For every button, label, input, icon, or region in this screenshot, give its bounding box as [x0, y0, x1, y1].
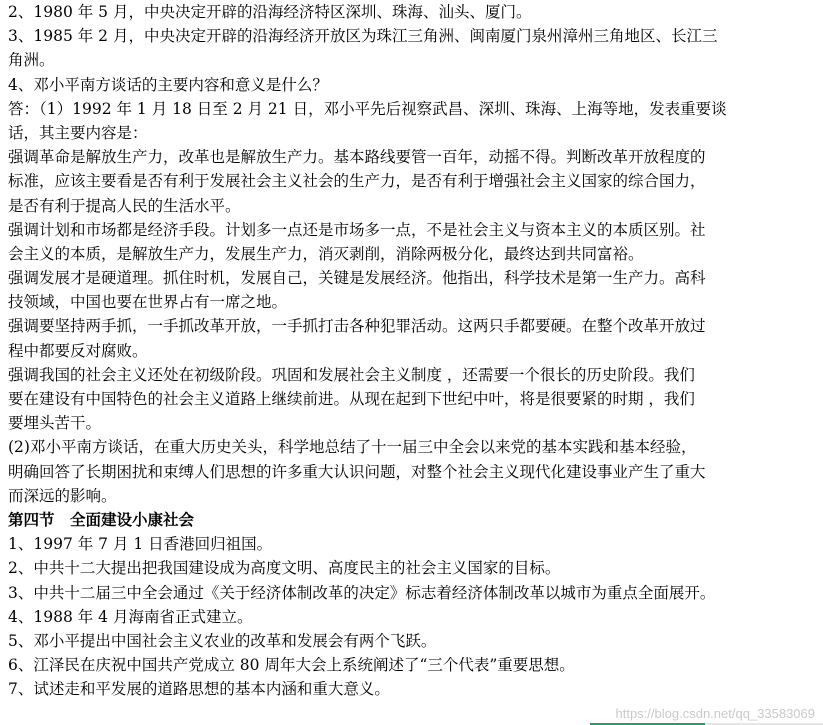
text-line: 技领域，中国也要在世界占有一席之地。: [8, 293, 288, 312]
text-line: 话，其主要内容是：: [8, 123, 148, 142]
text-line: (2)邓小平南方谈话，在重大历史关头，科学地总结了十一届三中全会以来党的基本实践和基本经验，: [8, 438, 697, 457]
text-line: 强调我国的社会主义还处在初级阶段。巩固和发展社会主义制度 ，还需要一个很长的历史阶段。我们: [8, 365, 695, 384]
text-line: 明确回答了长期困扰和束缚人们思想的许多重大认识问题，对整个社会主义现代化建设事业产生了重大: [8, 462, 706, 481]
document-body: [8, 0, 818, 701]
section-heading: 第四节 全面建设小康社会: [8, 510, 195, 529]
text-line: 会主义的本质，是解放生产力，发展生产力，消灭剥削，消除两极分化，最终达到共同富裕。: [8, 244, 644, 263]
text-line: 强调要坚持两手抓，一手抓改革开放，一手抓打击各种犯罪活动。这两只手都要硬。在整个改革开放过: [8, 317, 706, 336]
text-line: 角洲。: [8, 51, 55, 70]
text-line: 要埋头苦干。: [8, 414, 102, 433]
text-line: 强调发展才是硬道理。抓住时机，发展自己，关键是发展经济。他指出，科学技术是第一生产力。高科: [8, 269, 706, 288]
text-line: 强调计划和市场都是经济手段。计划多一点还是市场多一点，不是社会主义与资本主义的本质区别。社: [8, 220, 706, 239]
list-item: 6、江泽民在庆祝中国共产党成立 80 周年大会上系统阐述了“三个代表”重要思想。: [8, 656, 575, 675]
answer-line: 答：（1）1992 年 1 月 18 日至 2 月 21 日，邓小平先后视察武昌、深圳、珠海、上海等地，发表重要谈: [8, 99, 727, 118]
list-item: 5、邓小平提出中国社会主义农业的改革和发展会有两个飞跃。: [8, 631, 437, 650]
text-line: 程中都要反对腐败。: [8, 341, 148, 360]
list-item: 3、中共十二届三中全会通过《关于经济体制改革的决定》标志着经济体制改革以城市为重点全面展开。: [8, 583, 716, 602]
text-line: 3、1985 年 2 月，中央决定开辟的沿海经济开放区为珠江三角洲、闽南厦门泉州漳州三角地区、长江三: [8, 27, 718, 46]
list-item: 1、1997 年 7 月 1 日香港回归祖国。: [8, 535, 273, 554]
text-line: 强调革命是解放生产力，改革也是解放生产力。基本路线要管一百年，动摇不得。判断改革开放程度的: [8, 148, 706, 167]
text-line: 是否有利于提高人民的生活水平。: [8, 196, 241, 215]
question-line: 4、邓小平南方谈话的主要内容和意义是什么？: [8, 75, 328, 94]
text-line: 标准，应该主要看是否有利于发展社会主义社会的生产力，是否有利于增强社会主义国家的综合国力，: [8, 172, 706, 191]
text-line: 要在建设有中国特色的社会主义道路上继续前进。从现在起到下世纪中叶，将是很要紧的时期 ，我们: [8, 390, 695, 408]
list-item: 4、1988 年 4 月海南省正式建立。: [8, 607, 253, 626]
list-item: 2、中共十二大提出把我国建设成为高度文明、高度民主的社会主义国家的目标。: [8, 559, 561, 578]
list-item: 7、试述走和平发展的道路思想的基本内涵和重大意义。: [8, 680, 390, 699]
text-line: 而深远的影响。: [8, 486, 117, 505]
watermark: https://blog.csdn.net/qq_33583069: [615, 706, 815, 721]
text-line: 2、1980 年 5 月，中央决定开辟的沿海经济特区深圳、珠海、汕头、厦门。: [8, 3, 532, 21]
